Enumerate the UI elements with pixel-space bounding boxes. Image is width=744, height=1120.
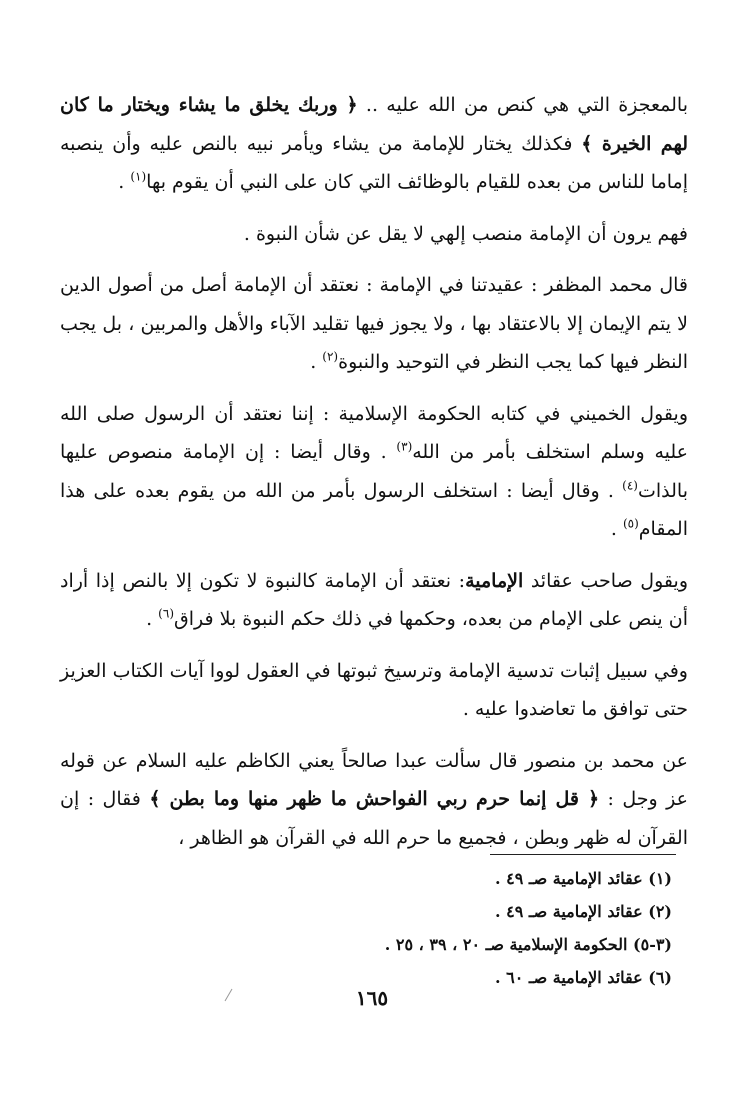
footnote-separator <box>490 854 676 855</box>
text-segment: عن محمد بن منصور قال سألت عبدا صالحاً يعني الكاظم عليه السلام عن قوله عز وجل : <box>60 749 689 810</box>
text-segment: . <box>146 608 159 630</box>
text-segment: . وقال أيضا : استخلف الرسول بأمر من الله من يقوم بعده على هذا المقام <box>60 479 688 540</box>
text-segment: فكذلك يختار للإمامة من يشاء ويأمر نبيه بالنص عليه وأن ينصبه إماما للناس من بعده للقيام بالوظائف التي كان على النبي أن يقوم بها <box>60 132 688 193</box>
text-segment: وفي سبيل إثبات تدسية الإمامة وترسيخ ثبوتها في العقول لووا آيات الكتاب العزيز حتى توافق ما تعاضدوا عليه . <box>60 659 688 720</box>
quoted-text: الإمامية <box>465 569 524 592</box>
paragraph <box>60 742 688 858</box>
text-segment: ويقول الخميني في كتابه الحكومة الإسلامية : إننا نعتقد أن الرسول صلى الله عليه وسلم استخلف بأمر من الله <box>60 402 688 463</box>
paragraph <box>60 562 688 639</box>
paragraph <box>60 266 688 382</box>
text-segment: . <box>310 351 323 373</box>
text-segment: . <box>610 518 623 540</box>
text-segment: قال محمد المظفر : عقيدتنا في الإمامة : نعتقد أن الإمامة أصل من أصول الدين لا يتم الإيمان إلا بالاعتقاد بها ، ولا يجوز فيها تقليد الآباء والأهل والمربين ، بل يجب النظر فيها كما يجب النظر في التوحيد والنبوة <box>60 274 688 373</box>
text-segment: : نعتقد أن الإمامة كالنبوة لا تكون إلا بالنص إذا أراد أن ينص على الإمام من بعده، وحكمها في ذلك حكم النبوة بلا فراق <box>60 569 688 630</box>
footnote-1: (١) عقائد الإمامية صـ ٤٩ . <box>495 869 672 888</box>
quoted-text: ﴿ وربك يخلق ما يشاء ويختار ما كان لهم الخيرة ﴾ <box>60 94 688 155</box>
footnote-ref: (٢) <box>322 349 339 364</box>
text-segment: بالمعجزة التي هي كنص من الله عليه .. <box>357 94 688 116</box>
paragraph <box>60 395 688 549</box>
main-text <box>60 86 688 870</box>
footnote-2: (٢) عقائد الإمامية صـ ٤٩ . <box>495 902 672 921</box>
footnotes <box>60 862 672 994</box>
footnote-ref: (٦) <box>158 606 174 621</box>
text-segment: . <box>118 171 131 193</box>
text-segment: . وقال أيضا : إن الإمامة منصوص عليها بالذات <box>60 441 688 502</box>
footnote-6: (٦) عقائد الإمامية صـ ٦٠ . <box>495 968 672 987</box>
paragraph <box>60 215 688 254</box>
page-number: ١٦٥ <box>355 986 389 1010</box>
quoted-text: ﴿ قل إنما حرم ربي الفواحش ما ظهر منها وما بطن ﴾ <box>149 788 600 810</box>
text-segment: فقال : إن القرآن له ظهر وبطن ، فجميع ما حرم الله في القرآن هو الظاهر ، <box>60 788 688 849</box>
text-segment: فهم يرون أن الإمامة منصب إلهي لا يقل عن شأن النبوة . <box>243 222 688 245</box>
footnote-ref: (٣) <box>396 439 413 454</box>
footnote-3-5: (٣-٥) الحكومة الإسلامية صـ ٢٠ ، ٣٩ ، ٢٥ . <box>384 935 672 954</box>
footnote-ref: (١) <box>130 169 147 184</box>
footnote-ref: (٤) <box>622 478 638 493</box>
text-segment: ويقول صاحب عقائد <box>523 569 688 592</box>
paragraph <box>60 86 688 202</box>
paragraph <box>60 652 688 729</box>
footnote-ref: (٥) <box>622 516 639 531</box>
